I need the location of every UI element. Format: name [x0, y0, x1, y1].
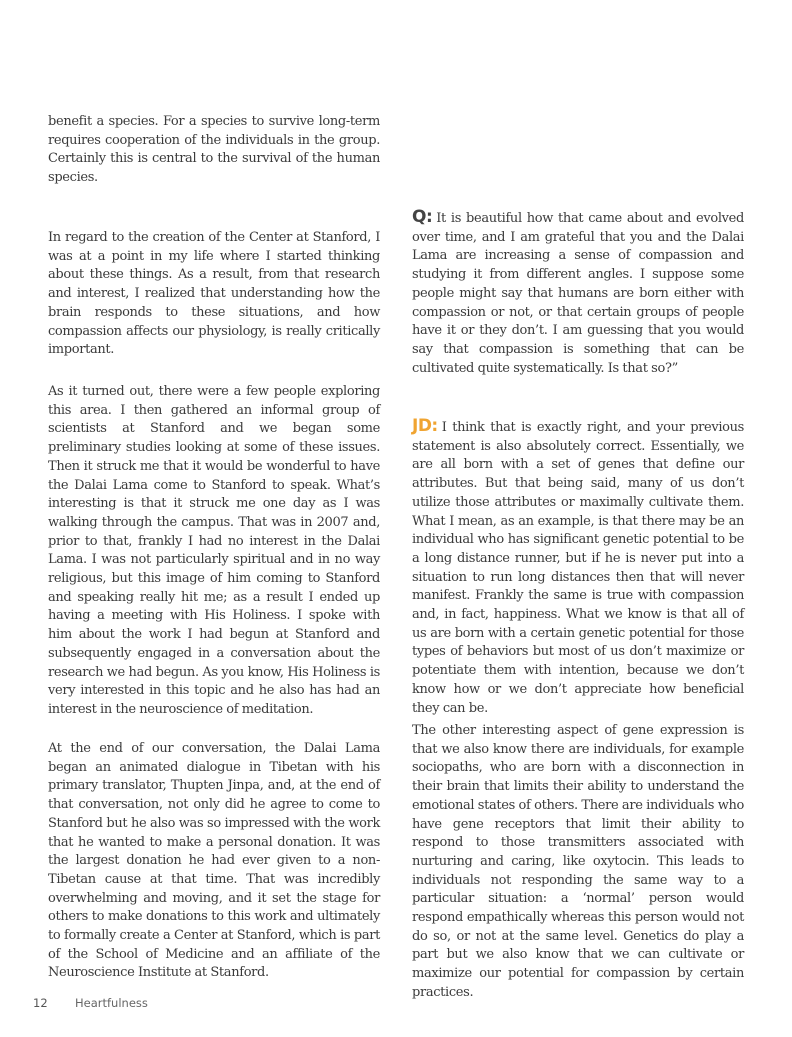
- body-paragraph: At the end of our conversation, the Dalai Lama began an animated dialogue in Tibetan with his primary translator, Thupten Jinpa, and, at the end of that conversation, not only did he agree to come to Stanford but he also was so impressed with the work that he wanted to make a personal donation. It was the largest donation he had ever given to a non-Tibetan cause at that time. That was incredibly overwhelming and moving, and it set the stage for others to make donations to this work and ultimately to formally create a Center at Stanford, which is part of the School of Medicine and an affiliate of the Neuroscience Institute at Stanford.: [48, 741, 380, 981]
- answer-speaker-label: JD:: [412, 416, 438, 436]
- body-paragraph: benefit a species. For a species to survive long-term requires cooperation of the individuals in the group. Certainly this is central to the survival of the human species.: [48, 114, 380, 186]
- question-text: It is beautiful how that came about and evolved over time, and I am grateful that you and the Dalai Lama are increasing a sense of compassion and studying it from different angles. I suppose some people might say that humans are born either with compassion or not, or that certain groups of people have it or they don’t. I am guessing that you would say that compassion is something that can be cultivated quite systematically. Is that so?”: [412, 211, 744, 376]
- body-paragraph: In regard to the creation of the Center at Stanford, I was at a point in my life where I started thinking about these things. As a result, from that research and interest, I realized that understanding how the brain responds to these situations, and how compassion affects our physiology, is really critically important.: [48, 230, 380, 358]
- interview-question: [412, 208, 744, 378]
- interview-answer: [412, 417, 744, 718]
- question-speaker-label: Q:: [412, 207, 433, 227]
- body-paragraph: As it turned out, there were a few people exploring this area. I then gathered an informal group of scientists at Stanford and we began some preliminary studies looking at some of these issues. Then it struck me that it would be wonderful to have the Dalai Lama come to Stanford to speak. What’s interesting is that it struck me one day as I was walking through the campus. That was in 2007 and, prior to that, frankly I had no interest in the Dalai Lama. I was not particularly spiritual and in no way religious, but this image of him coming to Stanford and speaking really hit me; as a result I ended up having a meeting with His Holiness. I spoke with him about the work I had begun at Stanford and subsequently engaged in a conversation about the research we had begun. As you know, His Holiness is very interested in this topic and he also has had an interest in the neuroscience of meditation.: [48, 384, 380, 717]
- publication-name: Heartfulness: [75, 996, 148, 1010]
- page-number: 12: [33, 996, 48, 1010]
- body-paragraph: The other interesting aspect of gene expression is that we also know there are individuals, for example sociopaths, who are born with a disconnection in their brain that limits their ability to understand the emotional states of others. There are individuals who have gene receptors that limit their ability to respond to those transmitters associated with nurturing and caring, like oxytocin. This leads to individuals not responding the same way to a particular situation: a ‘normal’ person would respond empathically whereas this person would not do so, or not at the same level. Genetics do play a part but we also know that we can cultivate or maximize our potential for compassion by certain practices.: [412, 723, 744, 1000]
- answer-text: I think that is exactly right, and your previous statement is also absolutely correct. Essentially, we are all born with a set of genes that define our attributes. But that being said, many of us don’t utilize those attributes or maximally cultivate them. What I mean, as an example, is that there may be an individual who has significant genetic potential to be a long distance runner, but if he is never put into a situation to run long distances then that will never manifest. Frankly the same is true with compassion and, in fact, happiness. What we know is that all of us are born with a certain genetic potential for those types of behaviors but most of us don’t maximize or potentiate them with intention, because we don’t know how or we don’t appreciate how beneficial they can be.: [412, 420, 744, 716]
